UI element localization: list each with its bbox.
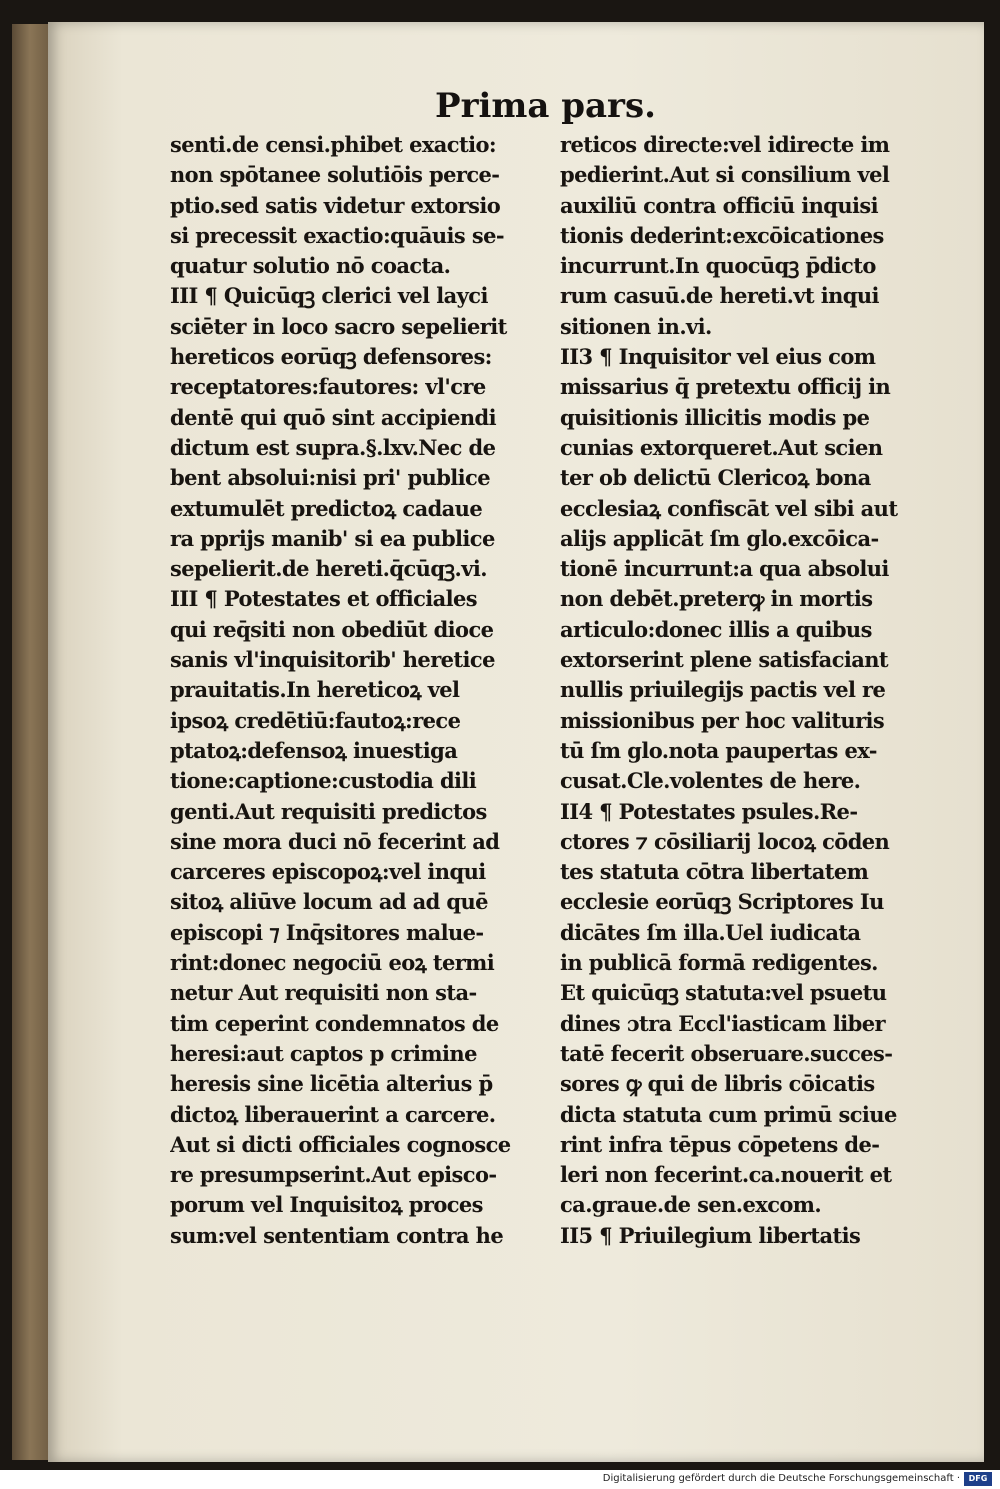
right-column-line: articulo:donec illis a quibus [560,616,872,642]
right-column-line: tionē incurrunt:a qua absolui [560,556,889,582]
right-column-line: dicta statuta cum primū sciue [560,1101,897,1127]
right-column-line: dines ɔtra Eccl'iasticam liber [560,1010,885,1036]
right-column-line: ctores ⁊ cōsiliarij locoꝝ cōden [560,828,890,854]
left-column-line: hereticos eorūqꝫ defensores: [170,344,492,370]
left-column-line: sanis vl'inquisitorib' heretice [170,647,495,673]
running-head: Prima pars. [435,86,656,126]
left-column-line: prauitatis.In hereticoꝝ vel [170,677,460,703]
left-column-line: rint:donec negociū eoꝝ termi [170,950,495,976]
left-column-line: Aut si dicti officiales cognosce [170,1131,511,1157]
right-column-line: ecclesiaꝝ confiscāt vel sibi aut [560,495,898,521]
left-column-line: quatur solutio nō coacta. [170,253,451,279]
left-column-line: si precessit exactio:quāuis se- [170,222,504,248]
left-column-line: bent absolui:nisi pri' publice [170,465,490,491]
left-column-line: re presumpserint.Aut episco- [170,1162,497,1188]
right-column-line: in publicā formā redigentes. [560,950,878,976]
right-column-line: non debēt.preterꝙ in mortis [560,586,873,612]
left-column-line: ptio.sed satis videtur extorsio [170,192,501,218]
dfg-logo-icon: DFG [964,1472,992,1486]
right-column-line: rum casuū.de hereti.vt inqui [560,283,879,309]
left-column-line: ipsoꝝ credētiū:fautoꝝ:rece [170,707,461,733]
left-column-line: heresis sine licētia alterius p̄ [170,1071,493,1097]
left-column-line: episcopi ⁊ Inq̄sitores malue- [170,919,484,945]
left-column-line: sepelierit.de hereti.q̄cūqꝫ.vi. [170,556,487,582]
right-column-line: sitionen in.vi. [560,313,712,339]
right-column-line: tionis dederint:excōicationes [560,222,884,248]
left-column-line: carceres episcopoꝝ:vel inqui [170,859,486,885]
book-spine [12,24,52,1460]
right-column-line: cunias extorqueret.Aut scien [560,434,883,460]
right-column-line: leri non fecerint.ca.nouerit et [560,1162,892,1188]
right-column-line: dicātes ſm illa.Uel iudicata [560,919,861,945]
left-column-line: ra pprijs manib' si ea publice [170,525,495,551]
right-column-line: tatē fecerit obseruare.succes- [560,1040,893,1066]
left-column-line: dictoꝝ liberauerint a carcere. [170,1101,496,1127]
left-column-line: tione:captione:custodia dili [170,768,477,794]
left-column-line: III ¶ Quicūqꝫ clerici vel layci [170,283,488,309]
right-column-line: ecclesie eorūqꝫ Scriptores Iu [560,889,884,915]
right-column-line: Et quicūqꝫ statuta:vel psuetu [560,980,887,1006]
left-column-line: senti.de censi.phibet exactio: [170,132,497,157]
left-column-line: receptatores:fautores: vl'cre [170,374,486,400]
left-column-line: sitoꝝ aliūve locum ad ad quē [170,889,488,915]
left-column-line: netur Aut requisiti non sta- [170,980,477,1006]
right-column-line: auxiliū contra officiū inquisi [560,192,879,218]
left-text-column [170,130,562,1251]
left-column-line: qui req̄siti non obediūt dioce [170,616,494,642]
left-column-line: genti.Aut requisiti predictos [170,798,487,824]
right-column-line: ca.graue.de sen.excom. [560,1192,822,1218]
left-column-line: tim ceperint condemnatos de [170,1010,499,1036]
left-column-line: III ¶ Potestates et officiales [170,586,478,612]
right-column-line: missarius q̄ pretextu officij in [560,374,891,400]
left-column-line: dictum est supra.§.lxv.Nec de [170,434,496,460]
right-column-line: missionibus per hoc valituris [560,707,885,733]
right-column-line: ter ob delictū Clericoꝝ bona [560,465,871,491]
right-column-line: pedierint.Aut si consilium vel [560,162,890,188]
left-column-line: heresi:aut captos p crimine [170,1040,477,1066]
right-column-line: tes statuta cōtra libertatem [560,859,869,885]
left-column-line: ptatoꝝ:defensoꝝ inuestiga [170,737,458,763]
right-column-line: extorserint plene satisfaciant [560,647,889,673]
footer-bar [0,1470,1000,1489]
right-text-column [560,130,960,1251]
right-column-line: incurrunt.In quocūqꝫ p̄dicto [560,253,876,279]
left-column-line: extumulēt predictoꝝ cadaue [170,495,483,521]
right-column-line: tū ſm glo.nota paupertas ex- [560,737,877,763]
right-column-line: rint infra tēpus cōpetens de- [560,1131,880,1157]
left-column-line: sciēter in loco sacro sepelierit [170,313,507,339]
right-column-line: nullis priuilegijs pactis vel re [560,677,886,703]
right-column-line: alijs applicāt ſm glo.excōica- [560,525,879,551]
right-column-line: II4 ¶ Potestates psules.Re- [560,798,858,824]
left-column-line: dentē qui quō sint accipiendi [170,404,496,430]
funding-credit: Digitalisierung gefördert durch die Deutsche Forschungsgemeinschaft · [602,1473,960,1484]
left-column-line: sum:vel sententiam contra he [170,1222,504,1248]
right-column-line: II3 ¶ Inquisitor vel eius com [560,344,876,370]
right-column-line: sores ꝙ qui de libris cōicatis [560,1071,875,1097]
left-column-line: non spōtanee solutiōis perce- [170,162,500,188]
left-column-line: porum vel Inquisitoꝝ proces [170,1192,483,1218]
right-column-line: II5 ¶ Priuilegium libertatis [560,1222,861,1248]
right-column-line: quisitionis illicitis modis pe [560,404,870,430]
right-column-line: reticos directe:vel idirecte im [560,132,890,157]
right-column-line: cusat.Cle.volentes de here. [560,768,861,794]
left-column-line: sine mora duci nō fecerint ad [170,828,500,854]
